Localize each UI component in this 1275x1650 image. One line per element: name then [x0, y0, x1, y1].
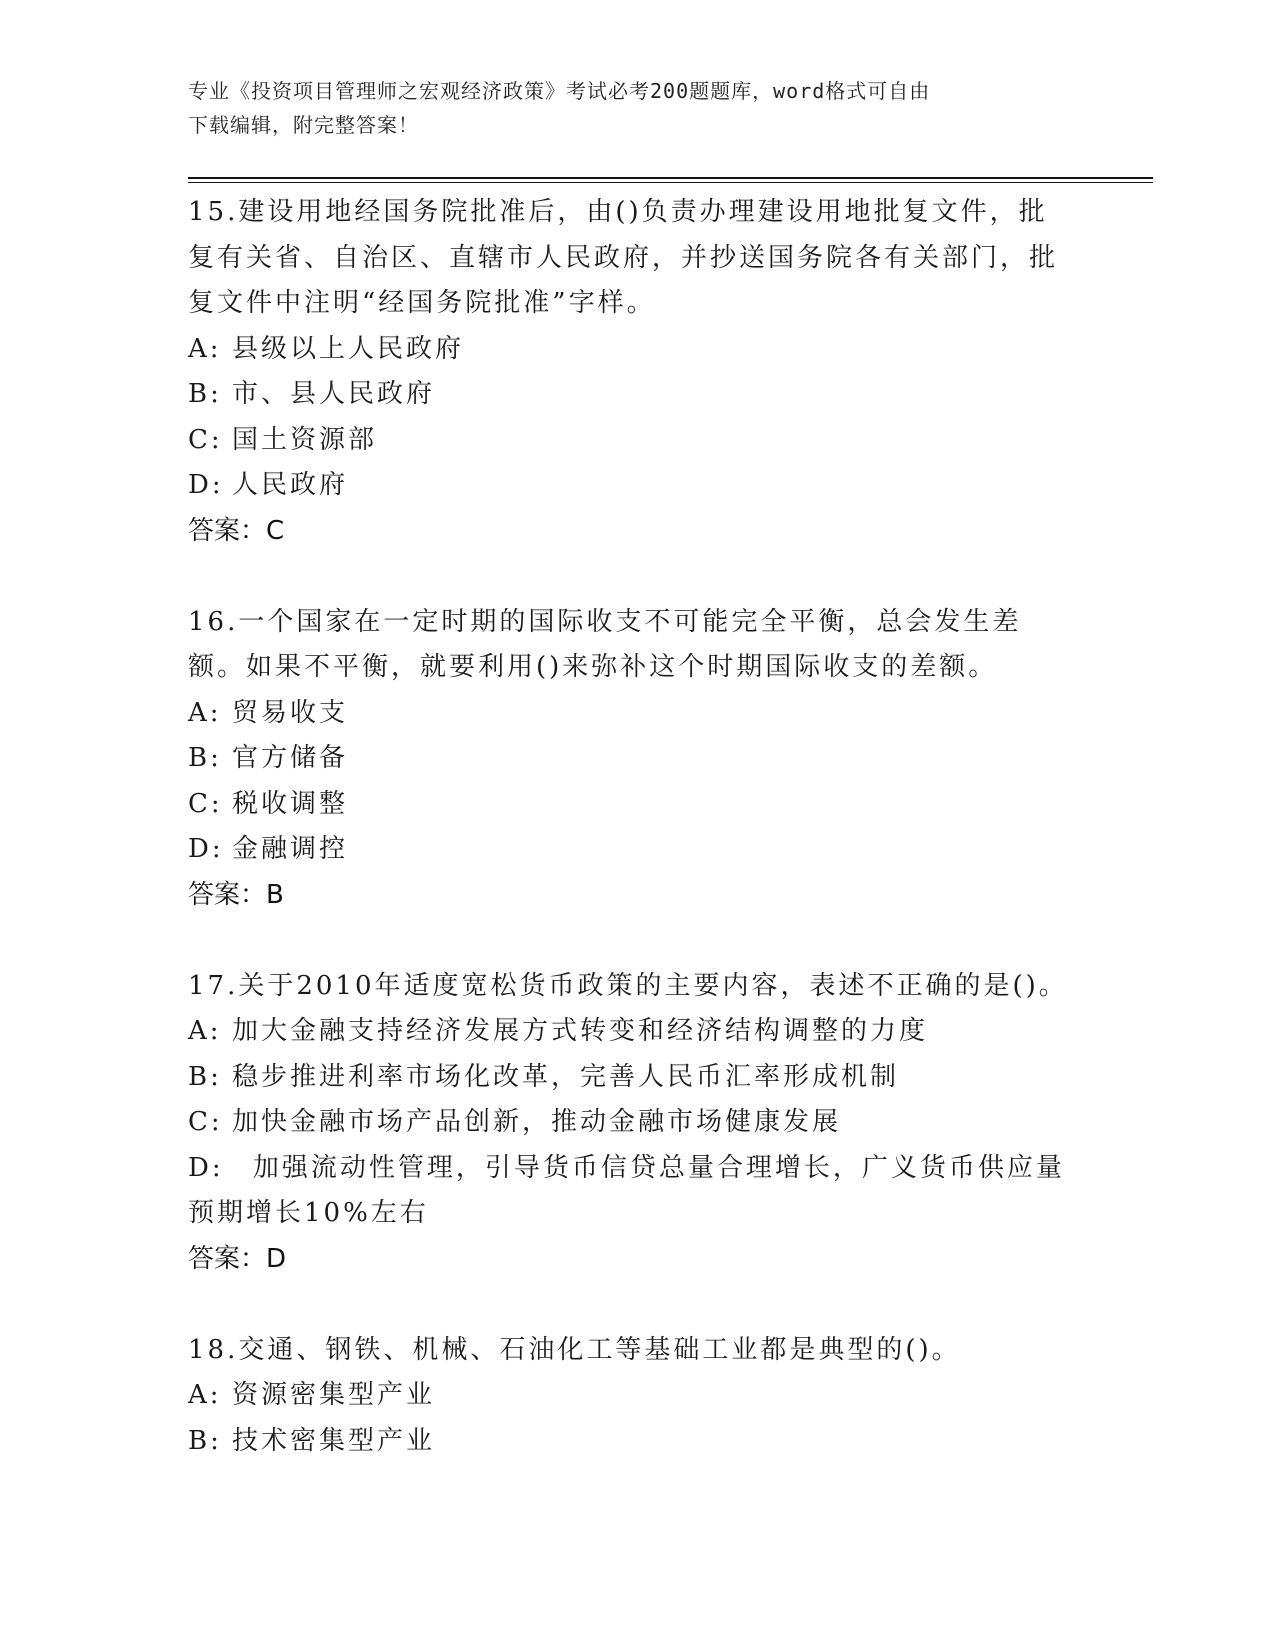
option-b — [188, 1419, 1068, 1465]
option-letter: D: — [188, 470, 224, 500]
option-c — [188, 782, 1068, 828]
option-text: 金融调控 — [232, 834, 349, 864]
option-letter: B: — [188, 379, 222, 409]
option-d — [188, 827, 1068, 873]
option-a — [188, 1373, 1068, 1419]
question-text: 18.交通、钢铁、机械、石油化工等基础工业都是典型的()。 — [188, 1334, 961, 1365]
option-letter: D: — [188, 1152, 224, 1183]
question-text: 17.关于2010年适度宽松货币政策的主要内容，表述不正确的是()。 — [188, 970, 1068, 1001]
option-letter: B: — [188, 1061, 222, 1092]
option-text: 稳步推进利率市场化改革，完善人民币汇率形成机制 — [232, 1061, 900, 1092]
option-b — [188, 1055, 1068, 1101]
option-letter: C: — [188, 1107, 223, 1137]
option-letter: A: — [188, 697, 222, 728]
option-text: 人民政府 — [232, 470, 349, 500]
header-line-2: 下载编辑，附完整答案！ — [188, 113, 419, 137]
option-b — [188, 372, 1068, 418]
answer-label: 答案：D — [188, 1243, 287, 1274]
option-letter: B: — [188, 743, 222, 773]
option-c — [188, 1100, 1068, 1146]
option-a — [188, 1009, 1068, 1055]
option-text: 官方储备 — [232, 743, 349, 773]
option-text: 加强流动性管理，引导货币信贷总量合理增长，广义货币供应量预期增长10%左右 — [188, 1152, 1065, 1228]
question-16 — [188, 600, 1068, 918]
option-text: 税收调整 — [232, 788, 349, 819]
option-b — [188, 736, 1068, 782]
option-text: 加快金融市场产品创新，推动金融市场健康发展 — [232, 1107, 842, 1137]
question-17 — [188, 964, 1068, 1282]
question-15 — [188, 190, 1068, 554]
option-letter: A: — [188, 1016, 222, 1046]
option-text: 技术密集型产业 — [232, 1425, 436, 1456]
header-divider-thin — [188, 182, 1153, 183]
option-d — [188, 1146, 1068, 1237]
option-letter: B: — [188, 1425, 222, 1456]
option-letter: D: — [188, 834, 224, 864]
option-letter: A: — [188, 333, 222, 364]
option-text: 加大金融支持经济发展方式转变和经济结构调整的力度 — [232, 1016, 929, 1046]
question-text: 15.建设用地经国务院批准后，由()负责办理建设用地批复文件，批复有关省、自治区、直辖市人民政府，并抄送国务院各有关部门，批复文件中注明“经国务院批准”字样。 — [188, 197, 1059, 318]
option-text: 市、县人民政府 — [232, 379, 436, 409]
question-text: 16.一个国家在一定时期的国际收支不可能完全平衡，总会发生差额。如果不平衡，就要利用()来弥补这个时期国际收支的差额。 — [188, 606, 1022, 682]
option-text: 国土资源部 — [232, 424, 378, 455]
option-text: 资源密集型产业 — [232, 1380, 436, 1410]
option-letter: C: — [188, 424, 223, 455]
option-d — [188, 463, 1068, 509]
option-a — [188, 691, 1068, 737]
option-c — [188, 418, 1068, 464]
option-letter: C: — [188, 788, 223, 819]
option-letter: A: — [188, 1380, 222, 1410]
document-header — [188, 74, 1068, 142]
header-line-1: 专业《投资项目管理师之宏观经济政策》考试必考200题题库，word格式可自由 — [188, 79, 931, 103]
answer-label: 答案：B — [188, 879, 284, 910]
answer-label: 答案：C — [188, 515, 285, 546]
header-divider-thick — [188, 177, 1153, 179]
option-text: 县级以上人民政府 — [232, 333, 465, 364]
question-18 — [188, 1328, 1068, 1465]
option-text: 贸易收支 — [232, 697, 349, 728]
question-list — [188, 190, 1068, 1510]
option-a — [188, 327, 1068, 373]
